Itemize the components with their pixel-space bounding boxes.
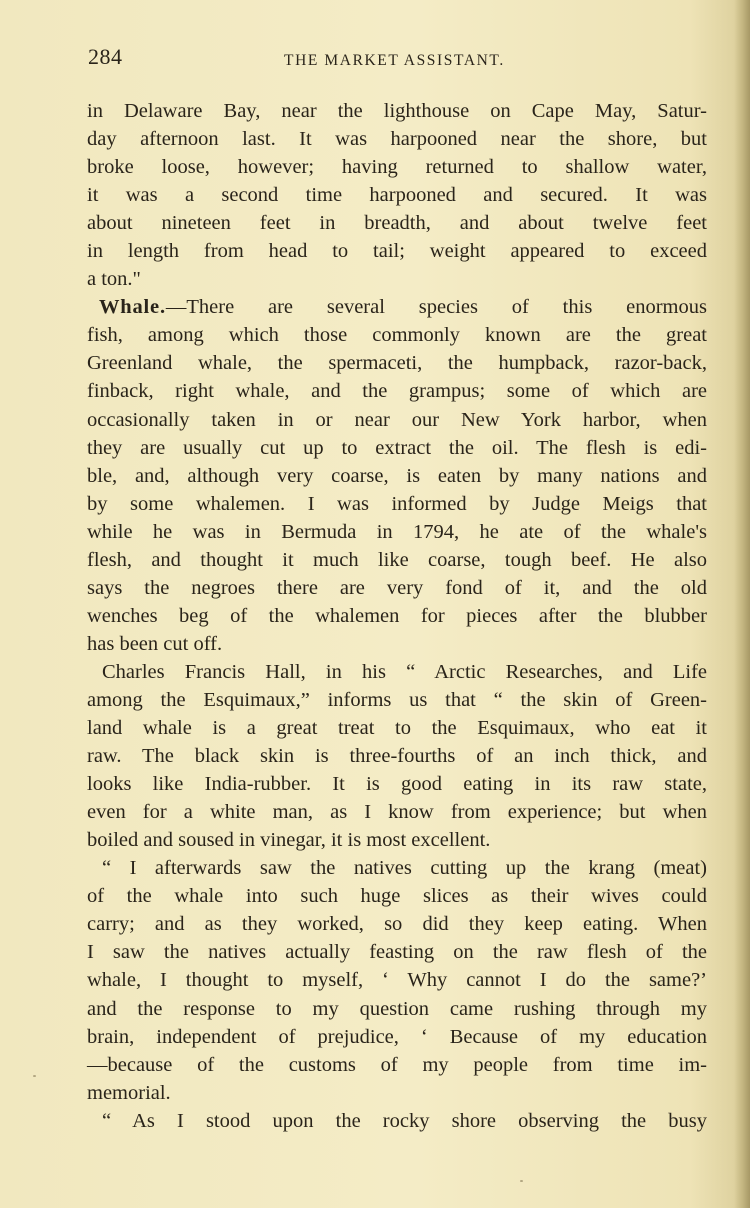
text-line: memorial. [87, 1081, 171, 1104]
paragraph-quotation-continued [87, 1107, 707, 1135]
text-line: finback, right whale, and the grampus; some of which are [87, 380, 707, 403]
text-line: in length from head to tail; weight appeared to exceed [87, 240, 707, 263]
text-line: day afternoon last. It was harpooned near the shore, but [87, 128, 707, 151]
text-line: flesh, and thought it much like coarse, tough beef. He also [87, 548, 707, 571]
paper-speck [520, 1180, 523, 1182]
text-line: a ton." [87, 268, 141, 291]
text-line: looks like India-rubber. It is good eating in its raw state, [87, 773, 707, 796]
text-line: occasionally taken in or near our New York harbor, when [87, 408, 707, 431]
entry-first-line-text: —There are several species of this enormous [165, 296, 707, 319]
text-line: ble, and, although very coarse, is eaten by many nations and [87, 464, 707, 487]
text-line: raw. The black skin is three-fourths of an inch thick, and [87, 745, 707, 768]
text-line: wenches beg of the whalemen for pieces after the blubber [87, 604, 707, 627]
text-line: has been cut off. [87, 632, 223, 655]
text-body [87, 97, 707, 1135]
text-line: by some whalemen. I was informed by Judge Meigs that [87, 492, 707, 515]
text-line: while he was in Bermuda in 1794, he ate of the whale's [87, 520, 707, 543]
page-number: 284 [88, 44, 123, 69]
text-line: I saw the natives actually feasting on the raw flesh of the [87, 941, 707, 964]
text-line: boiled and soused in vinegar, it is most excellent. [87, 829, 491, 852]
paragraph-hall [87, 658, 707, 854]
paragraph-whale-entry [87, 293, 707, 658]
text-line: brain, independent of prejudice, ‘ Because of my education [87, 1025, 707, 1048]
text-line: whale, I thought to myself, ‘ Why cannot I do the same?’ [87, 969, 707, 992]
paragraph-continuation [87, 97, 707, 293]
text-line: —because of the customs of my people from time im- [87, 1053, 707, 1076]
text-line: they are usually cut up to extract the oil. The flesh is edi- [87, 436, 707, 459]
text-line: “ I afterwards saw the natives cutting up the krang (meat) [102, 857, 707, 880]
text-line: among the Esquimaux,” informs us that “ the skin of Green- [87, 688, 707, 711]
text-line: carry; and as they worked, so did they keep eating. When [87, 913, 707, 936]
text-line: says the negroes there are very fond of it, and the old [87, 576, 707, 599]
text-line: Charles Francis Hall, in his “ Arctic Researches, and Life [102, 660, 707, 683]
page-edge-shadow [734, 0, 750, 1208]
entry-first-line [87, 293, 707, 321]
text-line: even for a white man, as I know from experience; but when [87, 801, 707, 824]
text-line: “ As I stood upon the rocky shore observing the busy [102, 1109, 707, 1132]
text-line: it was a second time harpooned and secured. It was [87, 184, 707, 207]
paper-speck [33, 1075, 36, 1077]
entry-heading: Whale. [99, 296, 166, 319]
text-line: about nineteen feet in breadth, and about twelve feet [87, 212, 707, 235]
running-title: THE MARKET ASSISTANT. [284, 52, 505, 69]
text-line: in Delaware Bay, near the lighthouse on Cape May, Satur- [87, 100, 707, 122]
text-line: Greenland whale, the spermaceti, the humpback, razor-back, [87, 352, 707, 375]
text-line: broke loose, however; having returned to shallow water, [87, 156, 707, 179]
paragraph-quotation [87, 854, 707, 1106]
text-line: land whale is a great treat to the Esquimaux, who eat it [87, 717, 707, 740]
text-line: fish, among which those commonly known are the great [87, 324, 707, 347]
running-head [88, 44, 708, 74]
text-line: and the response to my question came rushing through my [87, 997, 707, 1020]
text-line: of the whale into such huge slices as their wives could [87, 885, 707, 908]
